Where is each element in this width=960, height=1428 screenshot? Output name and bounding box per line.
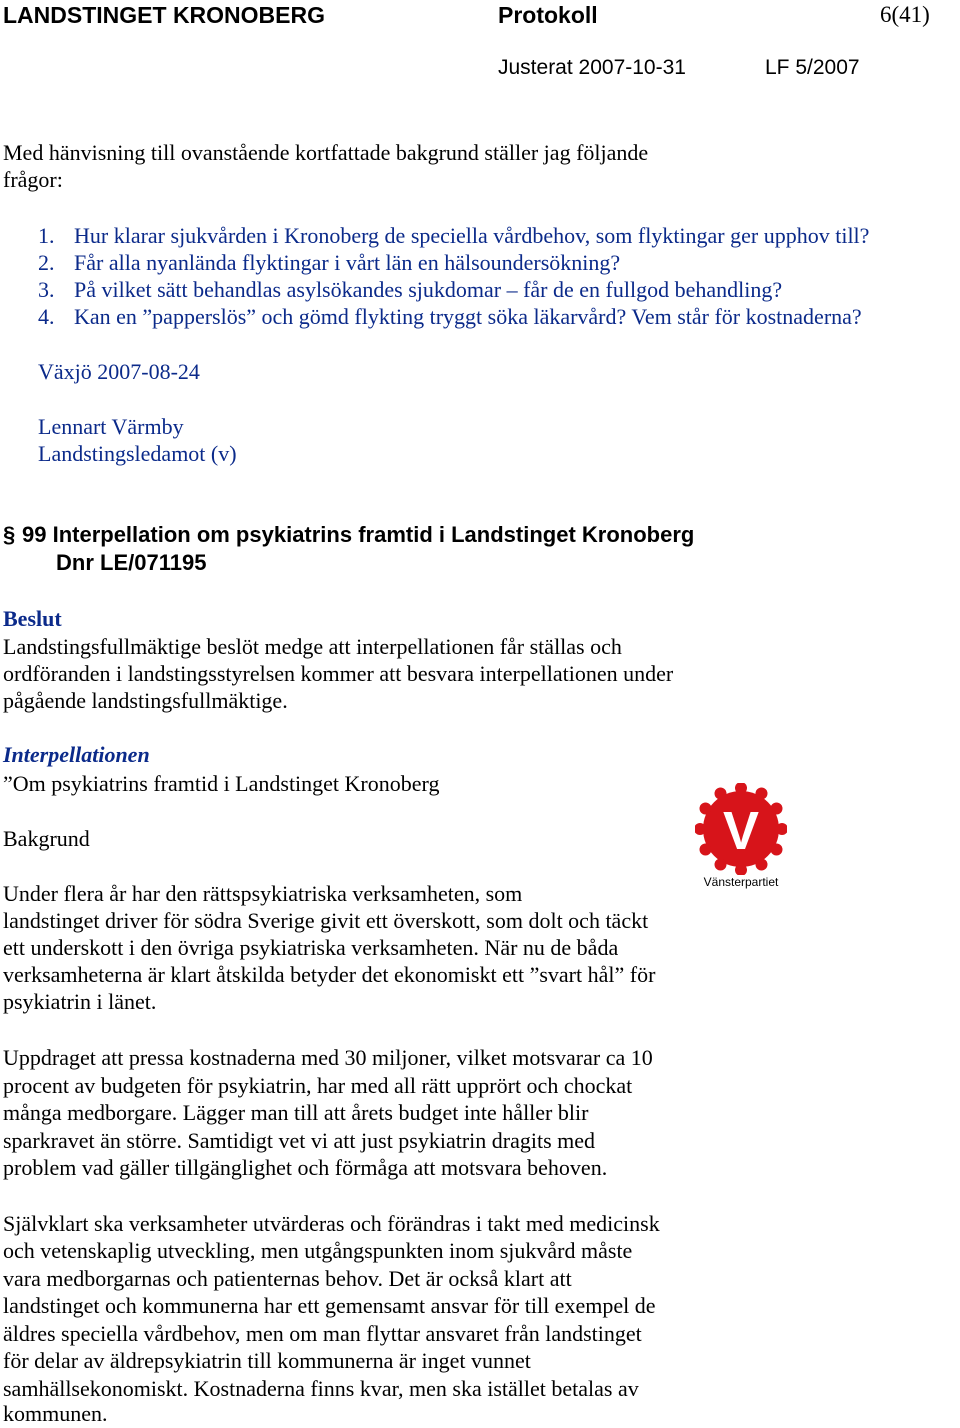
question-text: Får alla nyanlända flyktingar i vårt län en hälsoundersökning? — [74, 250, 621, 275]
logo-rosette-icon — [695, 783, 787, 875]
question-number: 3. — [38, 277, 55, 302]
paragraph-line: Uppdraget att pressa kostnaderna med 30 miljoner, vilket motsvarar ca 10 — [3, 1045, 653, 1070]
question-text: På vilket sätt behandlas asylsökandes sjukdomar – får de en fullgod behandling? — [74, 277, 783, 302]
paragraph-line: kommunen. — [3, 1401, 108, 1426]
signature-title: Landstingsledamot (v) — [38, 441, 237, 466]
logo-letter: V — [722, 801, 760, 861]
signature-place-date: Växjö 2007-08-24 — [38, 359, 200, 384]
question-item — [38, 222, 869, 250]
beslut-heading: Beslut — [3, 606, 62, 631]
question-item — [38, 276, 782, 304]
intro-line-1: Med hänvisning till ovanstående kortfattade bakgrund ställer jag följande — [3, 140, 649, 165]
paragraph-line: landstinget driver för södra Sverige givit ett överskott, som dolt och täckt — [3, 908, 649, 933]
beslut-line: pågående landstingsfullmäktige. — [3, 688, 288, 713]
bakgrund-heading: Bakgrund — [3, 826, 90, 851]
question-number: 2. — [38, 250, 55, 275]
header-justerat: Justerat 2007-10-31 — [498, 56, 686, 79]
paragraph-line: samhällsekonomiskt. Kostnaderna finns kvar, men ska istället betalas av — [3, 1376, 639, 1401]
paragraph-line: landstinget och kommunerna har ett gemensamt ansvar för till exempel de — [3, 1293, 656, 1318]
header-reference: LF 5/2007 — [765, 56, 860, 79]
header-doc-type: Protokoll — [498, 2, 598, 28]
paragraph-line: ett underskott i den övriga psykiatriska verksamheten. När nu de båda — [3, 935, 619, 960]
logo-text: Vänsterpartiet — [703, 875, 779, 889]
paragraph-line: verksamheterna är klart åtskilda betyder det ekonomiskt ett ”svart hål” för — [3, 962, 656, 987]
beslut-line: ordföranden i landstingsstyrelsen kommer att besvara interpellationen under — [3, 661, 674, 686]
paragraph-line: Självklart ska verksamheter utvärderas och förändras i takt med medicinsk — [3, 1211, 660, 1236]
section-dnr: Dnr LE/071195 — [56, 550, 207, 575]
beslut-line: Landstingsfullmäktige beslöt medge att interpellationen får ställas och — [3, 634, 622, 659]
intro-line-2: frågor: — [3, 167, 63, 192]
paragraph-line: problem vad gäller tillgänglighet och förmåga att motsvara behoven. — [3, 1155, 608, 1180]
interpellation-subtitle: ”Om psykiatrins framtid i Landstinget Kronoberg — [3, 771, 440, 796]
paragraph-line: sparkravet än större. Samtidigt vet vi att just psykiatrin dragits med — [3, 1128, 596, 1153]
paragraph-line: procent av budgeten för psykiatrin, har med all rätt upprört och chockat — [3, 1073, 633, 1098]
paragraph-line: många medborgare. Lägger man till att årets budget inte håller blir — [3, 1100, 589, 1125]
signature-name: Lennart Värmby — [38, 414, 184, 439]
paragraph-line: och vetenskaplig utveckling, men utgångspunkten inom sjukvård måste — [3, 1238, 633, 1263]
header-page-number: 6(41) — [880, 2, 930, 27]
paragraph-line: för delar av äldrepsykiatrin till kommunerna är inget vunnet — [3, 1348, 531, 1373]
question-item — [38, 249, 620, 277]
question-text: Kan en ”papperslös” och gömd flykting tryggt söka läkarvård? Vem står för kostnaderna? — [74, 304, 862, 329]
paragraph-line: äldres speciella vårdbehov, men om man flyttar ansvaret från landstinget — [3, 1321, 642, 1346]
vansterpartiet-logo — [695, 783, 787, 893]
question-text: Hur klarar sjukvården i Kronoberg de speciella vårdbehov, som flyktingar ger upphov till? — [74, 223, 870, 248]
header-org: LANDSTINGET KRONOBERG — [3, 2, 325, 28]
question-number: 1. — [38, 223, 55, 248]
paragraph-line: Under flera år har den rättspsykiatriska verksamheten, som — [3, 881, 523, 906]
section-title: 99 Interpellation om psykiatrins framtid i Landstinget Kronoberg — [22, 522, 695, 547]
paragraph-line: vara medborgarnas och patienternas behov. Det är också klart att — [3, 1266, 572, 1291]
paragraph-line: psykiatrin i länet. — [3, 989, 157, 1014]
question-number: 4. — [38, 304, 55, 329]
section-symbol: § — [3, 522, 16, 547]
interpellation-heading: Interpellationen — [3, 742, 150, 767]
question-item — [38, 303, 862, 331]
